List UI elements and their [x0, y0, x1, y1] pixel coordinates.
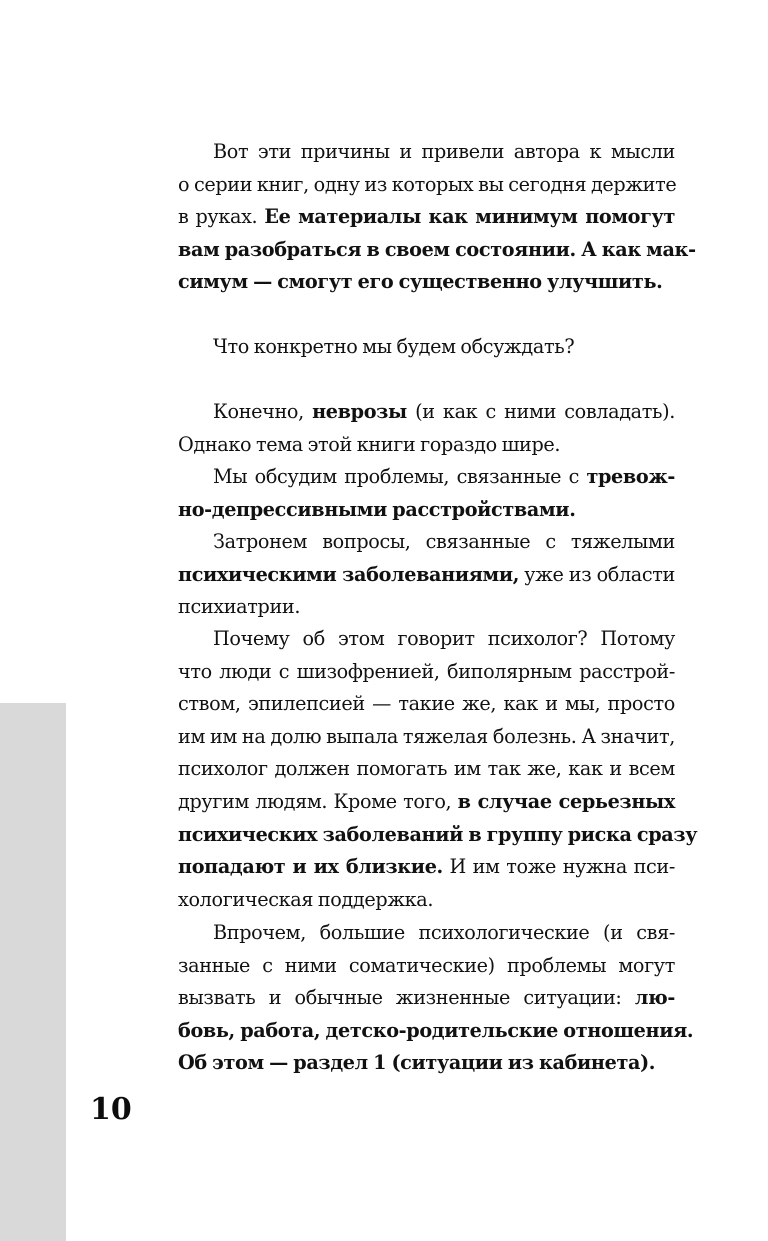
text-line: о серии книг, одну из которых вы сегодня держите	[178, 172, 677, 196]
text-line: психолог должен помогать им так же, как и всем	[178, 757, 675, 781]
text-line: им им на долю выпала тяжелая болезнь. А значит,	[178, 724, 675, 748]
text-line: Однако тема этой книги гораздо шире.	[178, 432, 561, 456]
text-line: занные с ними соматические) проблемы могут	[178, 953, 675, 977]
text-line: Что конкретно мы будем обсуждать?	[213, 335, 575, 358]
page-edge-tab	[0, 703, 66, 1241]
text-line: бовь, работа, детско-родительские отношения.	[178, 1018, 694, 1042]
text-line: но-депрессивными расстройствами.	[178, 497, 576, 521]
text-line: вызвать и обычные жизненные ситуации: лю-	[178, 986, 675, 1010]
text-line: психических заболеваний в группу риска сразу	[178, 822, 698, 846]
text-line: хологическая поддержка.	[178, 887, 434, 911]
text-line: ством, эпилепсией — такие же, как и мы, просто	[178, 692, 675, 716]
text-line: Впрочем, большие психологические (и свя-	[213, 921, 675, 944]
text-line: в руках. Ее материалы как минимум помогут	[178, 205, 675, 229]
paragraph-life-situations	[178, 917, 694, 1080]
text-line: психиатрии.	[178, 595, 301, 619]
page-number: 10	[90, 1092, 132, 1127]
text-line: попадают и их близкие. И им тоже нужна пси-	[178, 855, 676, 879]
paragraph-question	[178, 331, 675, 364]
paragraph-neuroses	[178, 396, 675, 461]
text-line: Об этом — раздел 1 (ситуации из кабинета).	[178, 1051, 656, 1075]
text-line: симум — смогут его существенно улучшить.	[178, 270, 663, 294]
paragraph-reasons	[178, 136, 696, 299]
text-line: вам разобраться в своем состоянии. А как мак-	[178, 237, 696, 261]
paragraph-anxiety	[178, 461, 675, 526]
text-line: что люди с шизофренией, биполярным расстрой-	[178, 659, 675, 683]
text-line: Мы обсудим проблемы, связанные с тревож-	[213, 465, 675, 488]
text-line: Вот эти причины и привели автора к мысли	[213, 140, 675, 163]
text-line: Конечно, неврозы (и как с ними совладать).	[213, 400, 675, 423]
paragraph-mental-illness	[178, 526, 675, 624]
text-line: психическими заболеваниями, уже из области	[178, 562, 675, 586]
paragraph-why-psychologist	[178, 623, 698, 916]
text-line: Почему об этом говорит психолог? Потому	[213, 627, 675, 650]
text-line: Затронем вопросы, связанные с тяжелыми	[213, 530, 675, 553]
text-line: другим людям. Кроме того, в случае серьезных	[178, 789, 675, 813]
